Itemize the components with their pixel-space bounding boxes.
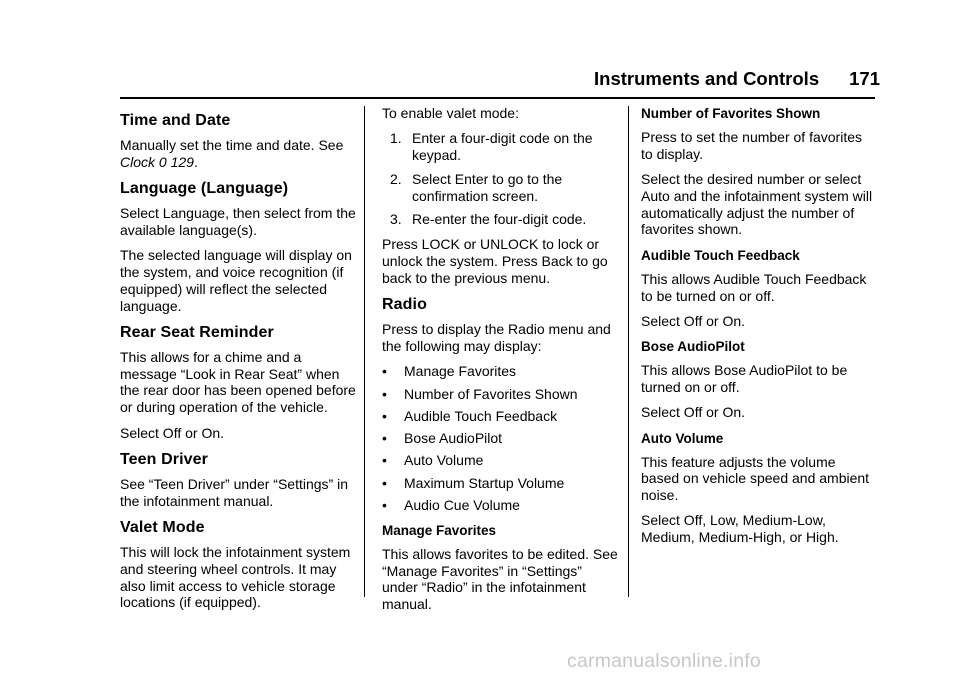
xref-label: Clock	[120, 153, 156, 170]
list-item	[382, 211, 618, 228]
list-item-text: Maximum Startup Volume	[404, 474, 565, 491]
paragraph	[120, 137, 356, 171]
heading-number-of-favorites: Number of Favorites Shown	[641, 106, 821, 121]
list-item	[382, 475, 618, 492]
paragraph: This will lock the infotainment system and steering wheel controls. It may also limit access to vehicle storage locations (if equipped).	[120, 543, 351, 611]
column-divider	[628, 106, 629, 597]
section-title: Instruments and Controls	[594, 68, 820, 89]
list-item-text: Auto Volume	[404, 452, 484, 469]
column-3	[641, 105, 877, 555]
bullet: •	[382, 452, 387, 469]
bullet: •	[382, 407, 387, 424]
list-item	[382, 408, 618, 425]
list-item-text: Manage Favorites	[404, 363, 517, 380]
list-item	[382, 363, 618, 380]
list-item	[382, 130, 618, 164]
list-item-text: Bose AudioPilot	[404, 430, 503, 447]
xref-symbol: 0	[158, 153, 167, 170]
page-number: 171	[849, 68, 880, 89]
heading-time-and-date: Time and Date	[120, 112, 231, 129]
paragraph: This allows for a chime and a message “Look in Rear Seat” when the rear door has been opened before or during operation of the vehicle.	[120, 348, 356, 416]
paragraph: Select the desired number or select Auto and the infotainment system will automatically adjust the number of favorites shown.	[641, 171, 873, 238]
text: Manually set the time and date. See	[120, 137, 344, 153]
paragraph: Select Off, Low, Medium-Low, Medium, Medium-High, or High.	[641, 512, 839, 546]
paragraph: This allows favorites to be edited. See “Manage Favorites” in “Settings” under “Radio” in the infotainment manual.	[382, 545, 618, 613]
column-2	[382, 105, 618, 622]
header-rule	[120, 97, 875, 99]
paragraph: Select Language, then select from the available language(s).	[120, 205, 356, 238]
paragraph: This feature adjusts the volume based on vehicle speed and ambient noise.	[641, 453, 870, 504]
paragraph: Press to display the Radio menu and the following may display:	[382, 321, 611, 354]
heading-teen-driver: Teen Driver	[120, 450, 208, 468]
paragraph: Select Off or On.	[120, 424, 225, 441]
list-item	[382, 452, 618, 469]
step-number: 2.	[390, 170, 402, 187]
xref-page: 129	[170, 153, 194, 170]
step-text: Select Enter to go to the confirmation screen.	[412, 170, 563, 204]
list-item-text: Audio Cue Volume	[404, 497, 520, 514]
bullet: •	[382, 474, 387, 491]
bullet: •	[382, 363, 387, 380]
column-1	[120, 105, 356, 620]
paragraph: This allows Bose AudioPilot to be turned on or off.	[641, 362, 848, 395]
valet-steps-list	[382, 130, 618, 228]
step-text: Enter a four-digit code on the keypad.	[412, 130, 593, 164]
paragraph: To enable valet mode:	[382, 105, 519, 121]
watermark: carmanualsonline.info	[567, 650, 761, 672]
paragraph: Press to set the number of favorites to display.	[641, 129, 862, 162]
heading-language: Language (Language)	[120, 180, 289, 198]
list-item	[382, 430, 618, 447]
radio-menu-list	[382, 363, 618, 514]
list-item	[382, 171, 618, 205]
list-item-text: Number of Favorites Shown	[404, 385, 578, 402]
paragraph: Press LOCK or UNLOCK to lock or unlock the system. Press Back to go back to the previous menu.	[382, 236, 608, 286]
bullet: •	[382, 385, 387, 402]
bullet: •	[382, 497, 387, 514]
heading-auto-volume: Auto Volume	[641, 430, 724, 446]
heading-bose-audiopilot: Bose AudioPilot	[641, 339, 745, 355]
list-item-text: Audible Touch Feedback	[404, 407, 558, 424]
paragraph: Select Off or On.	[641, 312, 746, 329]
step-text: Re-enter the four-digit code.	[412, 211, 587, 228]
list-item	[382, 386, 618, 403]
page-header	[120, 68, 880, 90]
heading-valet-mode: Valet Mode	[120, 518, 205, 536]
paragraph: Select Off or On.	[641, 404, 746, 421]
paragraph: This allows Audible Touch Feedback to be turned on or off.	[641, 270, 867, 304]
heading-radio: Radio	[382, 296, 427, 314]
column-divider	[364, 106, 365, 597]
paragraph: See “Teen Driver” under “Settings” in the infotainment manual.	[120, 475, 348, 509]
heading-manage-favorites: Manage Favorites	[382, 522, 497, 538]
text: .	[193, 153, 198, 170]
step-number: 3.	[390, 211, 402, 228]
heading-audible-touch-feedback: Audible Touch Feedback	[641, 247, 800, 263]
heading-rear-seat-reminder: Rear Seat Reminder	[120, 323, 274, 341]
xref-clock[interactable]	[120, 154, 194, 170]
step-number: 1.	[390, 130, 402, 147]
paragraph: The selected language will display on the system, and voice recognition (if equipped) will reflect the selected language.	[120, 247, 352, 314]
list-item	[382, 497, 618, 514]
bullet: •	[382, 430, 387, 447]
